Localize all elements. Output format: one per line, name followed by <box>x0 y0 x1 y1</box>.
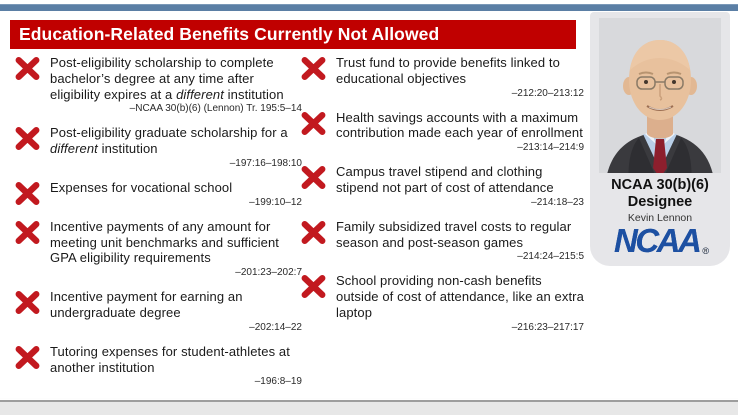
item-citation: –NCAA 30(b)(6) (Lennon) Tr. 195:5–14 <box>129 103 302 115</box>
item-text: Incentive payments of any amount for meeting unit benchmarks and sufficient GPA eligibility requirements <box>50 218 280 266</box>
benefits-column-left <box>14 55 302 388</box>
x-mark-icon <box>14 219 41 246</box>
x-mark-icon <box>14 180 41 207</box>
top-accent-line <box>0 4 738 11</box>
page-title: Education-Related Benefits Currently Not Allowed <box>19 24 440 44</box>
registered-mark: ® <box>702 246 709 256</box>
x-mark-icon <box>300 219 327 246</box>
item-text: Campus travel stipend and clothing stipend not part of cost of attendance <box>336 164 554 195</box>
app-bottom-strip <box>0 400 738 415</box>
x-mark-icon <box>14 289 41 316</box>
item-citation: –199:10–12 <box>249 196 302 208</box>
list-item <box>300 55 584 100</box>
list-item <box>14 55 302 115</box>
item-text: Trust fund to provide benefits linked to educational objectives <box>336 55 560 86</box>
list-item <box>14 180 302 209</box>
list-item <box>300 110 584 155</box>
item-citation: –196:8–19 <box>254 376 302 388</box>
x-mark-icon <box>14 55 41 82</box>
slide-bottom-edge <box>0 398 738 399</box>
ncaa-logo: NCAA ® <box>614 222 709 259</box>
list-item <box>14 289 302 334</box>
header-bar <box>10 20 576 49</box>
item-text: Family subsidized travel costs to regular season and post-season games <box>336 218 572 250</box>
item-text: Health savings accounts with a maximum contribution made each year of enrollment <box>336 109 583 141</box>
list-item <box>14 219 302 279</box>
designee-panel <box>590 12 730 266</box>
item-citation: –214:18–23 <box>531 196 584 208</box>
item-text: Post-eligibility scholarship to complete bachelor’s degree at any time after eligibility expires at a different institution <box>50 55 284 102</box>
x-mark-icon <box>14 344 41 371</box>
x-mark-icon <box>300 164 327 191</box>
item-text: Expenses for vocational school <box>50 179 233 195</box>
item-citation: –214:24–215:5 <box>517 251 584 263</box>
list-item <box>300 219 584 264</box>
item-citation: –216:23–217:17 <box>511 321 584 333</box>
list-item <box>300 273 584 333</box>
list-item <box>14 125 302 170</box>
item-text: Incentive payment for earning an undergraduate degree <box>50 289 243 320</box>
item-citation: –197:16–198:10 <box>229 157 302 169</box>
benefits-column-right <box>300 55 584 334</box>
list-item <box>300 164 584 209</box>
item-text: Post-eligibility graduate scholarship for a different institution <box>50 125 288 157</box>
designee-title: NCAA 30(b)(6) Designee <box>611 177 709 210</box>
designee-name: Kevin Lennon <box>627 212 693 224</box>
item-text: Tutoring expenses for student-athletes at another institution <box>50 343 290 375</box>
item-citation: –213:14–214:9 <box>517 142 584 154</box>
item-text: School providing non-cash benefits outside of cost of attendance, like an extra laptop <box>336 273 584 320</box>
x-mark-icon <box>300 55 327 82</box>
item-citation: –202:14–22 <box>249 321 302 333</box>
item-citation: –201:23–202:7 <box>235 267 302 279</box>
x-mark-icon <box>14 125 41 152</box>
x-mark-icon <box>300 110 327 137</box>
portrait-photo <box>599 18 721 173</box>
item-citation: –212:20–213:12 <box>511 87 584 99</box>
x-mark-icon <box>300 273 327 300</box>
list-item <box>14 344 302 389</box>
